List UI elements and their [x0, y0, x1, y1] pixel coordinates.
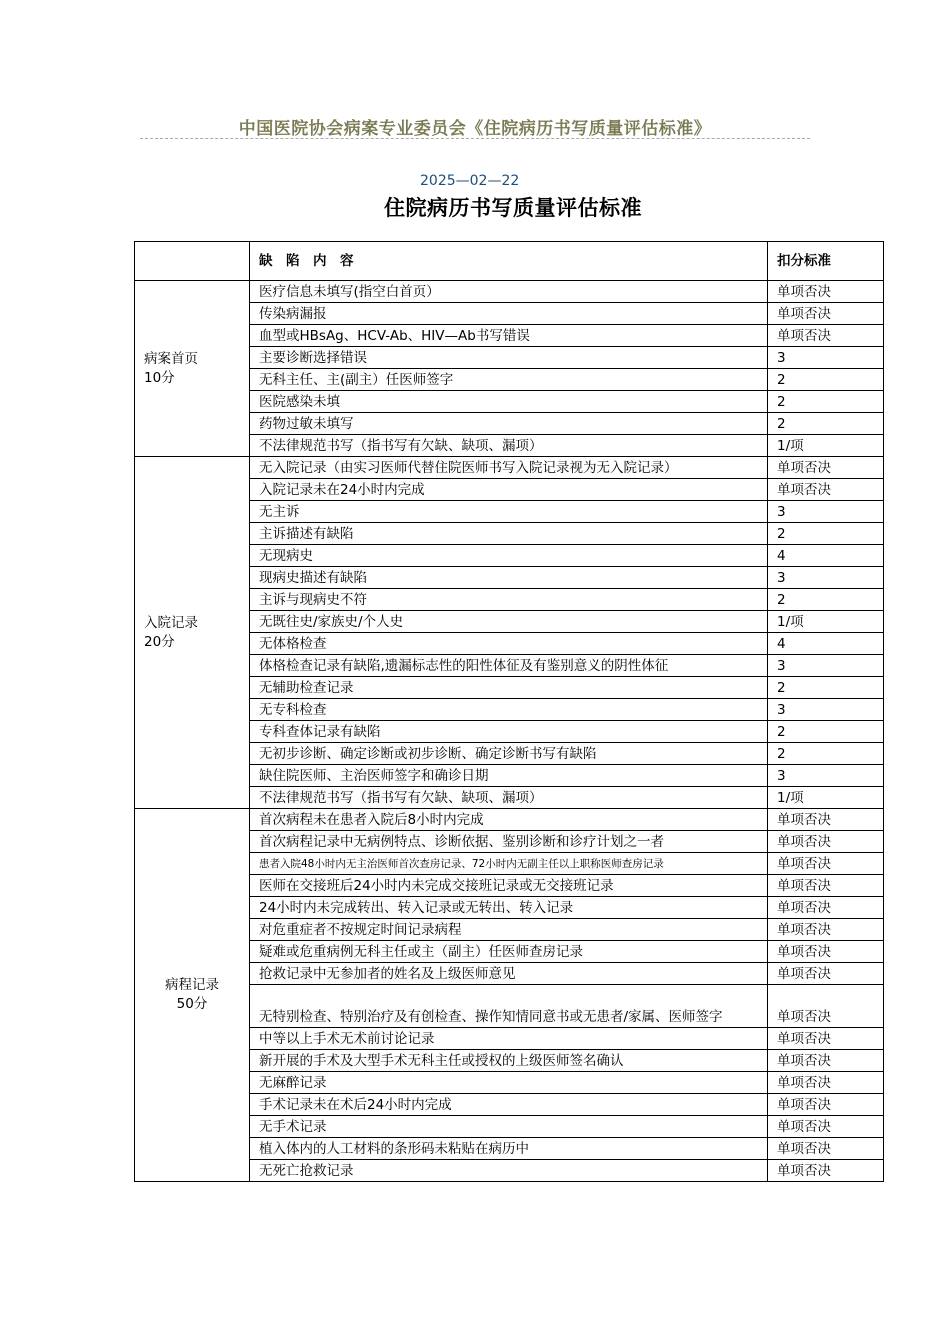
evaluation-table: [134, 241, 884, 1182]
defect-cell: 抢救记录中无参加者的姓名及上级医师意见: [250, 963, 768, 985]
deduct-cell: 单项否决: [768, 919, 884, 941]
deduct-cell: 单项否决: [768, 897, 884, 919]
table-row: [135, 281, 884, 303]
header-cell-deduct: 扣分标准: [768, 242, 884, 281]
deduct-cell: 单项否决: [768, 1072, 884, 1094]
defect-cell: 无手术记录: [250, 1116, 768, 1138]
section-score: 50分: [176, 996, 208, 1012]
deduct-cell: 3: [768, 501, 884, 523]
defect-cell: 无主诉: [250, 501, 768, 523]
deduct-cell: 单项否决: [768, 941, 884, 963]
section-score: 20分: [144, 633, 175, 650]
deduct-cell: 2: [768, 743, 884, 765]
defect-cell: 体格检查记录有缺陷,遗漏标志性的阳性体征及有鉴别意义的阴性体征: [250, 655, 768, 677]
deduct-cell: 单项否决: [768, 809, 884, 831]
defect-cell: 不法律规范书写（指书写有欠缺、缺项、漏项）: [250, 435, 768, 457]
defect-cell: 主要诊断选择错误: [250, 347, 768, 369]
defect-cell: 植入体内的人工材料的条形码未粘贴在病历中: [250, 1138, 768, 1160]
deduct-cell: 2: [768, 677, 884, 699]
section-name: 病程记录: [165, 977, 219, 993]
deduct-cell: 1/项: [768, 435, 884, 457]
deduct-cell: 4: [768, 633, 884, 655]
header-cell-defect: 缺 陷 内 容: [250, 242, 768, 281]
defect-cell: 首次病程记录中无病例特点、诊断依据、鉴别诊断和诊疗计划之一者: [250, 831, 768, 853]
section-score: 10分: [144, 369, 175, 386]
table-body: [135, 242, 884, 1182]
deduct-cell: 单项否决: [768, 457, 884, 479]
deduct-cell: 单项否决: [768, 1050, 884, 1072]
document-date: 2025—02—22: [420, 173, 520, 189]
deduct-cell: 单项否决: [768, 303, 884, 325]
deduct-cell: 3: [768, 567, 884, 589]
deduct-cell: 4: [768, 545, 884, 567]
header-rule: [140, 138, 810, 139]
defect-cell: 无入院记录（由实习医师代替住院医师书写入院记录视为无入院记录）: [250, 457, 768, 479]
defect-cell: 血型或HBsAg、HCV-Ab、HIV—Ab书写错误: [250, 325, 768, 347]
header-cell-section: [135, 242, 250, 281]
defect-cell: 医师在交接班后24小时内未完成交接班记录或无交接班记录: [250, 875, 768, 897]
deduct-cell: 2: [768, 721, 884, 743]
deduct-cell: 3: [768, 699, 884, 721]
defect-cell: 医疗信息未填写(指空白首页）: [250, 281, 768, 303]
section-cell: [135, 809, 250, 1182]
deduct-cell: 单项否决: [768, 1094, 884, 1116]
defect-cell: 现病史描述有缺陷: [250, 567, 768, 589]
table-row: [135, 809, 884, 831]
deduct-cell: 1/项: [768, 611, 884, 633]
defect-cell: 无死亡抢救记录: [250, 1160, 768, 1182]
deduct-cell: 2: [768, 391, 884, 413]
defect-cell: 中等以上手术无术前讨论记录: [250, 1028, 768, 1050]
deduct-cell: 1/项: [768, 787, 884, 809]
deduct-cell: 单项否决: [768, 325, 884, 347]
defect-cell: 无体格检查: [250, 633, 768, 655]
deduct-cell: 单项否决: [768, 1160, 884, 1182]
defect-cell: 对危重症者不按规定时间记录病程: [250, 919, 768, 941]
deduct-cell: 单项否决: [768, 985, 884, 1028]
deduct-cell: 单项否决: [768, 1116, 884, 1138]
document-title: 住院病历书写质量评估标准: [384, 196, 642, 220]
deduct-cell: 3: [768, 765, 884, 787]
section-cell: [135, 457, 250, 809]
deduct-cell: 2: [768, 413, 884, 435]
defect-cell: 疑难或危重病例无科主任或主（副主）任医师查房记录: [250, 941, 768, 963]
table-header-row: [135, 242, 884, 281]
deduct-cell: 单项否决: [768, 831, 884, 853]
defect-cell: 手术记录未在术后24小时内完成: [250, 1094, 768, 1116]
section-name: 病案首页: [144, 350, 198, 367]
defect-cell: 专科查体记录有缺陷: [250, 721, 768, 743]
defect-cell: 无既往史/家族史/个人史: [250, 611, 768, 633]
defect-cell: 无科主任、主(副主）任医师签字: [250, 369, 768, 391]
defect-cell: 主诉与现病史不符: [250, 589, 768, 611]
deduct-cell: 2: [768, 589, 884, 611]
defect-cell: 主诉描述有缺陷: [250, 523, 768, 545]
defect-cell: 传染病漏报: [250, 303, 768, 325]
deduct-cell: 单项否决: [768, 1028, 884, 1050]
defect-cell: 药物过敏未填写: [250, 413, 768, 435]
header-title: 中国医院协会病案专业委员会《住院病历书写质量评估标准》: [238, 119, 712, 139]
defect-cell: 缺住院医师、主治医师签字和确诊日期: [250, 765, 768, 787]
defect-cell: 首次病程未在患者入院后8小时内完成: [250, 809, 768, 831]
document-header: [140, 114, 810, 139]
deduct-cell: 单项否决: [768, 1138, 884, 1160]
deduct-cell: 单项否决: [768, 875, 884, 897]
deduct-cell: 单项否决: [768, 281, 884, 303]
defect-cell: 入院记录未在24小时内完成: [250, 479, 768, 501]
defect-cell: 24小时内未完成转出、转入记录或无转出、转入记录: [250, 897, 768, 919]
deduct-cell: 单项否决: [768, 963, 884, 985]
table-row: [135, 457, 884, 479]
deduct-cell: 单项否决: [768, 479, 884, 501]
defect-cell: 不法律规范书写（指书写有欠缺、缺项、漏项）: [250, 787, 768, 809]
defect-cell: 无特别检查、特别治疗及有创检查、操作知情同意书或无患者/家属、医师签字: [250, 985, 768, 1028]
defect-cell: 无专科检查: [250, 699, 768, 721]
defect-cell: 新开展的手术及大型手术无科主任或授权的上级医师签名确认: [250, 1050, 768, 1072]
deduct-cell: 2: [768, 369, 884, 391]
deduct-cell: 单项否决: [768, 853, 884, 875]
defect-cell: 患者入院48小时内无主治医师首次查房记录、72小时内无副主任以上职称医师查房记录: [250, 853, 768, 875]
defect-cell: 医院感染未填: [250, 391, 768, 413]
defect-cell: 无现病史: [250, 545, 768, 567]
section-cell: [135, 281, 250, 457]
defect-cell: 无辅助检查记录: [250, 677, 768, 699]
deduct-cell: 2: [768, 523, 884, 545]
deduct-cell: 3: [768, 347, 884, 369]
section-name: 入院记录: [144, 614, 198, 631]
deduct-cell: 3: [768, 655, 884, 677]
defect-cell: 无初步诊断、确定诊断或初步诊断、确定诊断书写有缺陷: [250, 743, 768, 765]
defect-cell: 无麻醉记录: [250, 1072, 768, 1094]
